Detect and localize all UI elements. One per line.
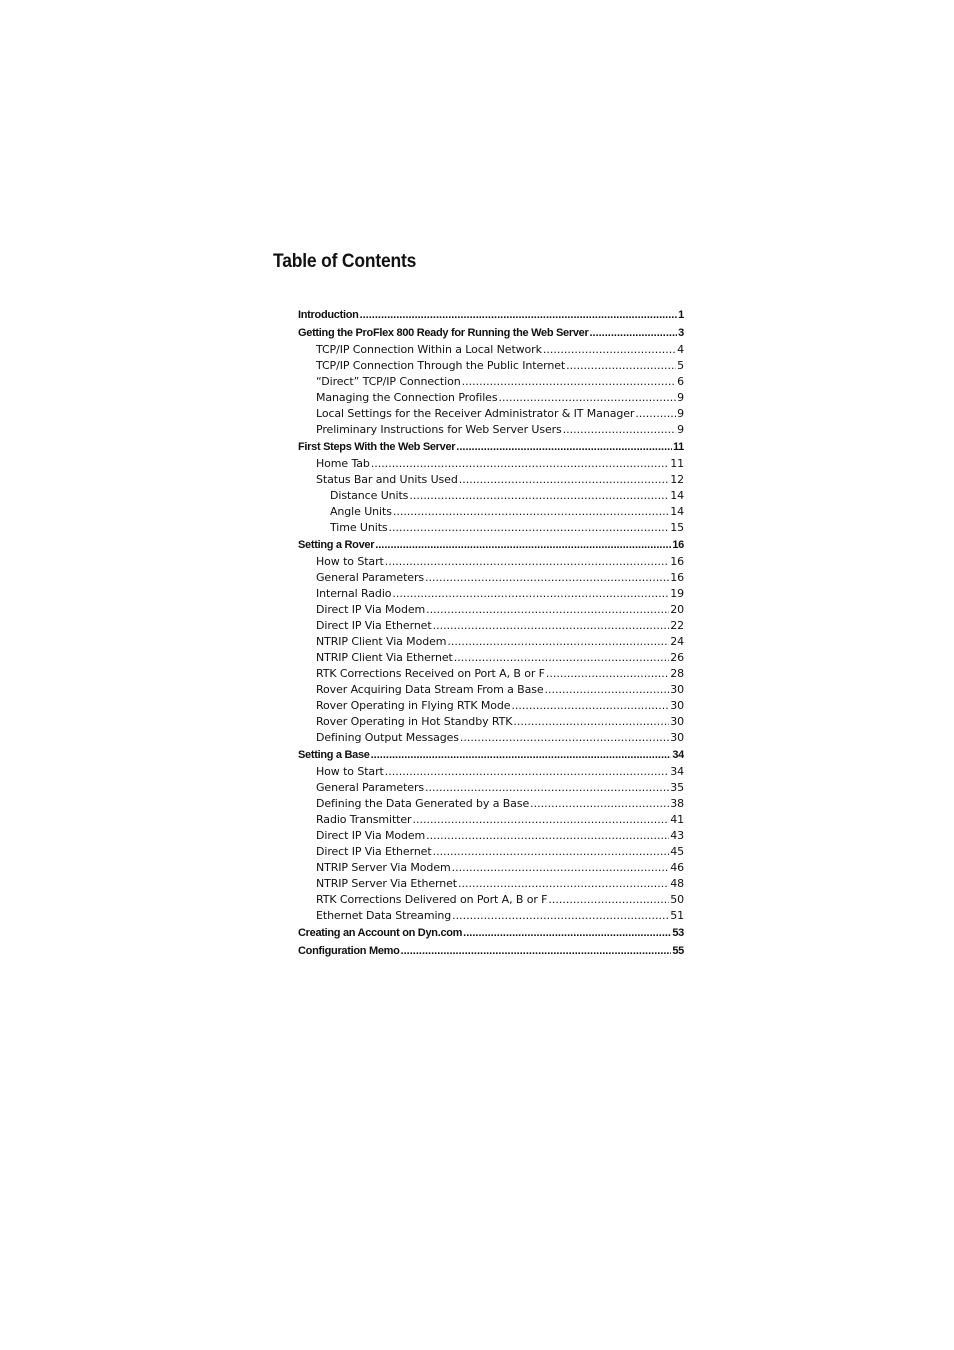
toc-entry-title: RTK Corrections Delivered on Port A, B or F [316,893,548,906]
toc-dot-leader [546,666,669,682]
toc-entry[interactable] [298,406,684,422]
toc-dot-leader [498,390,676,406]
toc-entry[interactable] [298,828,684,844]
toc-entry-title: Ethernet Data Streaming [316,909,452,922]
toc-dot-leader [385,764,669,780]
toc-entry-title: Defining Output Messages [316,731,459,744]
toc-entry-title: Local Settings for the Receiver Administrator & IT Manager [316,407,635,420]
toc-entry[interactable] [298,504,684,520]
toc-entry[interactable] [298,390,684,406]
toc-entry[interactable] [298,358,684,374]
toc-dot-leader [454,650,669,666]
toc-entry-page-number: 48 [670,877,684,890]
toc-dot-leader [460,730,669,746]
toc-entry-page-number: 34 [672,749,684,761]
toc-entry[interactable] [298,892,684,908]
toc-entry-page-number: 53 [672,927,684,939]
toc-entry-page-number: 4 [677,343,684,356]
toc-dot-leader [452,860,670,876]
toc-entry-title: Direct IP Via Modem [316,603,426,616]
toc-entry[interactable] [298,634,684,650]
toc-entry[interactable] [298,472,684,488]
toc-dot-leader [530,796,669,812]
toc-entry[interactable] [298,570,684,586]
toc-entry-page-number: 24 [670,635,684,648]
toc-entry[interactable] [298,374,684,390]
toc-entry-page-number: 20 [670,603,684,616]
toc-entry-title: First Steps With the Web Server [298,441,456,453]
toc-entry-title: Radio Transmitter [316,813,412,826]
toc-entry-title: Getting the ProFlex 800 Ready for Running the Web Server [298,327,589,339]
toc-entry-page-number: 5 [677,359,684,372]
toc-entry[interactable] [298,876,684,892]
toc-entry-title: General Parameters [316,571,425,584]
toc-entry-page-number: 14 [670,505,684,518]
table-of-contents [298,306,684,960]
toc-dot-leader [393,504,669,520]
toc-dot-leader [462,374,676,390]
toc-entry-title: NTRIP Client Via Ethernet [316,651,453,664]
toc-entry-page-number: 9 [677,391,684,404]
toc-dot-leader [409,488,669,504]
toc-dot-leader [433,618,670,634]
toc-dot-leader [375,536,671,554]
toc-entry[interactable] [298,422,684,438]
toc-entry-page-number: 16 [670,555,684,568]
toc-entry-page-number: 41 [670,813,684,826]
toc-entry-page-number: 28 [670,667,684,680]
toc-dot-leader [635,406,676,422]
toc-entry-title: Internal Radio [316,587,392,600]
toc-entry-page-number: 15 [670,521,684,534]
toc-entry-page-number: 34 [670,765,684,778]
toc-entry-page-number: 6 [677,375,684,388]
toc-entry[interactable] [298,682,684,698]
toc-entry[interactable] [298,554,684,570]
toc-dot-leader [452,908,669,924]
toc-entry-title: Managing the Connection Profiles [316,391,498,404]
toc-entry-page-number: 30 [670,731,684,744]
toc-entry-page-number: 9 [677,423,684,436]
toc-entry-title: TCP/IP Connection Through the Public Internet [316,359,566,372]
toc-entry-page-number: 1 [678,309,684,321]
toc-entry[interactable] [298,844,684,860]
toc-entry-page-number: 14 [670,489,684,502]
toc-dot-leader [401,942,672,960]
toc-entry-page-number: 55 [672,945,684,957]
toc-entry[interactable] [298,438,684,456]
toc-entry[interactable] [298,764,684,780]
toc-entry[interactable] [298,488,684,504]
toc-entry[interactable] [298,666,684,682]
toc-dot-leader [412,812,669,828]
toc-dot-leader [511,698,669,714]
toc-entry-title: Creating an Account on Dyn.com [298,927,463,939]
toc-entry-page-number: 3 [678,327,684,339]
toc-entry[interactable] [298,602,684,618]
toc-entry[interactable] [298,780,684,796]
toc-entry-title: NTRIP Server Via Ethernet [316,877,457,890]
toc-entry[interactable] [298,456,684,472]
toc-entry-title: Home Tab [316,457,370,470]
toc-dot-leader [371,456,669,472]
toc-entry-title: Direct IP Via Modem [316,829,426,842]
toc-dot-leader [389,520,670,536]
toc-entry-title: Distance Units [330,489,409,502]
toc-entry-page-number: 50 [670,893,684,906]
toc-entry[interactable] [298,730,684,746]
toc-entry-title: Rover Operating in Hot Standby RTK [316,715,513,728]
toc-dot-leader [426,828,669,844]
toc-entry[interactable] [298,924,684,942]
toc-entry-title: NTRIP Server Via Modem [316,861,451,874]
toc-entry-title: Defining the Data Generated by a Base [316,797,530,810]
toc-entry-title: Direct IP Via Ethernet [316,619,432,632]
toc-entry-page-number: 51 [670,909,684,922]
toc-dot-leader [543,342,676,358]
toc-entry-page-number: 22 [670,619,684,632]
toc-entry-page-number: 30 [670,699,684,712]
toc-dot-leader [545,682,670,698]
toc-entry[interactable] [298,306,684,324]
toc-entry-page-number: 43 [670,829,684,842]
toc-dot-leader [513,714,669,730]
toc-entry-page-number: 19 [670,587,684,600]
toc-entry[interactable] [298,650,684,666]
toc-entry[interactable] [298,746,684,764]
toc-entry-title: Setting a Base [298,749,370,761]
toc-entry-page-number: 26 [670,651,684,664]
toc-entry[interactable] [298,342,684,358]
page-title: Table of Contents [273,251,417,272]
toc-dot-leader [392,586,669,602]
toc-dot-leader [548,892,669,908]
toc-entry-page-number: 12 [670,473,684,486]
toc-entry[interactable] [298,942,684,960]
toc-entry[interactable] [298,812,684,828]
toc-entry[interactable] [298,796,684,812]
toc-entry-page-number: 16 [670,571,684,584]
toc-entry-title: Direct IP Via Ethernet [316,845,432,858]
toc-entry[interactable] [298,586,684,602]
toc-entry-page-number: 46 [670,861,684,874]
toc-entry-title: Configuration Memo [298,945,400,957]
toc-entry-title: General Parameters [316,781,425,794]
toc-entry[interactable] [298,698,684,714]
toc-dot-leader [425,780,669,796]
toc-dot-leader [458,876,669,892]
toc-dot-leader [566,358,676,374]
toc-dot-leader [463,924,671,942]
toc-entry-title: Rover Acquiring Data Stream From a Base [316,683,544,696]
toc-dot-leader [459,472,669,488]
toc-entry[interactable] [298,536,684,554]
toc-entry-page-number: 45 [670,845,684,858]
toc-entry-title: How to Start [316,765,384,778]
toc-entry-title: Rover Operating in Flying RTK Mode [316,699,511,712]
toc-dot-leader [433,844,670,860]
toc-entry-title: TCP/IP Connection Within a Local Network [316,343,542,356]
toc-entry-title: RTK Corrections Received on Port A, B or F [316,667,545,680]
toc-dot-leader [447,634,669,650]
toc-entry[interactable] [298,860,684,876]
toc-entry-page-number: 30 [670,715,684,728]
toc-entry-title: NTRIP Client Via Modem [316,635,447,648]
toc-entry-title: Preliminary Instructions for Web Server Users [316,423,562,436]
toc-entry[interactable] [298,324,684,342]
toc-entry-title: Introduction [298,309,359,321]
toc-dot-leader [371,746,672,764]
toc-entry-page-number: 30 [670,683,684,696]
toc-dot-leader [563,422,676,438]
toc-dot-leader [425,570,669,586]
toc-dot-leader [385,554,669,570]
toc-entry-title: Angle Units [330,505,392,518]
toc-entry-title: Time Units [330,521,388,534]
toc-entry-page-number: 11 [672,441,684,453]
toc-entry-title: How to Start [316,555,384,568]
toc-entry-page-number: 9 [677,407,684,420]
toc-entry[interactable] [298,618,684,634]
toc-entry-page-number: 11 [670,457,684,470]
toc-entry[interactable] [298,520,684,536]
toc-entry-page-number: 35 [670,781,684,794]
toc-dot-leader [360,306,678,324]
toc-entry-title: Setting a Rover [298,539,375,551]
toc-dot-leader [589,324,677,342]
toc-dot-leader [426,602,669,618]
toc-entry-page-number: 38 [670,797,684,810]
toc-dot-leader [456,438,672,456]
toc-entry-title: Status Bar and Units Used [316,473,458,486]
toc-entry-page-number: 16 [672,539,684,551]
toc-entry-title: “Direct” TCP/IP Connection [316,375,461,388]
toc-entry[interactable] [298,714,684,730]
toc-entry[interactable] [298,908,684,924]
